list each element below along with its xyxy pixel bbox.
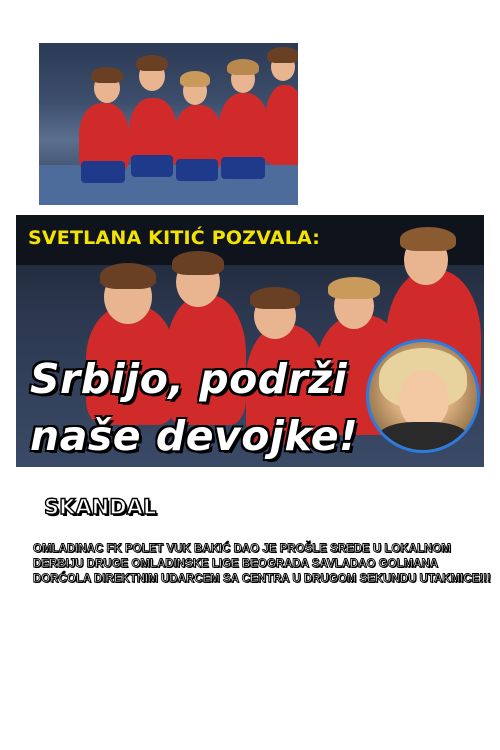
article-line: DORĆOLA DIREKTNIM UDARCEM SA CENTRA U DRUGOM SEKUNDU UTAKMICE!!!	[33, 573, 491, 585]
player-hair	[227, 59, 259, 75]
player-shorts	[176, 159, 218, 181]
player-figure	[219, 93, 269, 167]
player-hair	[400, 227, 456, 251]
player-hair	[172, 251, 224, 275]
player-hair	[91, 67, 123, 83]
player-hair	[328, 277, 380, 299]
section-label: SKANDAL	[44, 495, 157, 519]
headline-kicker: SVETLANA KITIĆ POZVALA:	[28, 227, 321, 249]
player-hair	[100, 263, 156, 289]
headline-line-2: naše devojke!	[30, 412, 359, 460]
player-shorts	[131, 155, 173, 177]
team-celebration-photo	[39, 43, 298, 205]
portrait-face	[399, 370, 449, 430]
player-shorts	[81, 161, 125, 183]
headline-banner[interactable]	[16, 215, 484, 467]
player-hair	[250, 287, 300, 309]
article-line: OMLADINAC FK POLET VUK BAKIĆ DAO JE PROŠLE SREDE U LOKALNOM	[33, 543, 451, 555]
player-shorts	[221, 157, 265, 179]
player-hair	[136, 55, 168, 71]
player-hair	[267, 47, 298, 63]
player-hair	[180, 71, 210, 87]
portrait-body	[377, 422, 469, 453]
article-body	[33, 542, 491, 587]
headline-line-1: Srbijo, podrži	[30, 355, 348, 403]
svetlana-kitic-portrait	[366, 339, 480, 453]
player-figure	[265, 85, 298, 165]
article-line: DERBIJU DRUGE OMLADINSKE LIGE BEOGRADA SAVLADAO GOLMANA	[33, 558, 439, 570]
